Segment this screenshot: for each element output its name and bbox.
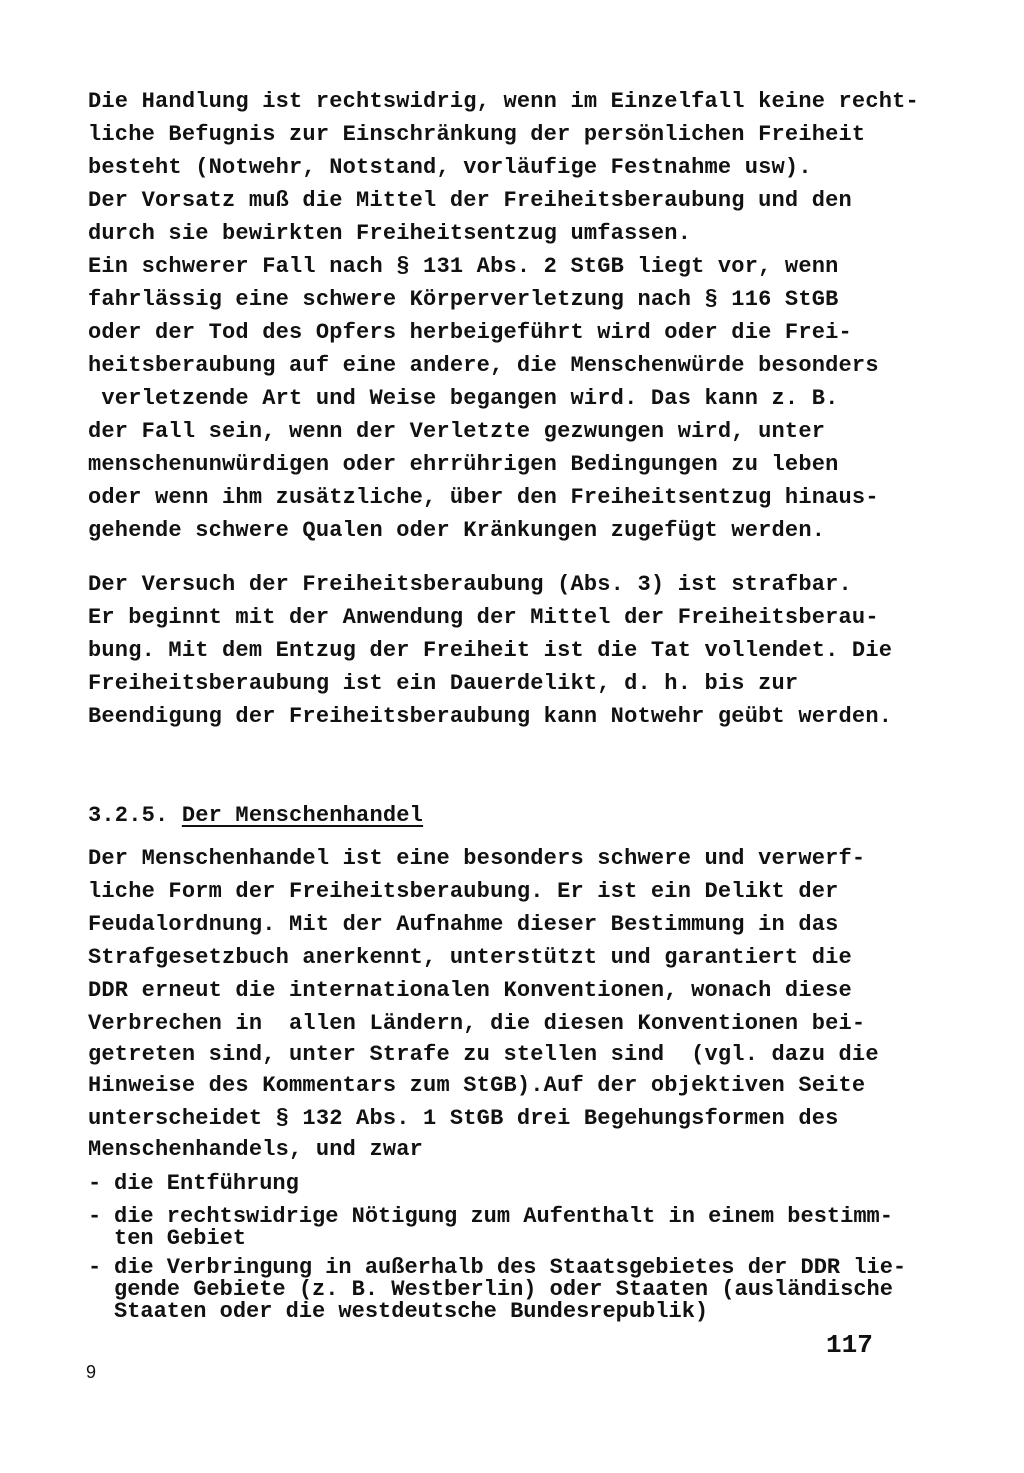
text-line: Feudalordnung. Mit der Aufnahme dieser Bestimmung in das <box>88 912 839 937</box>
text-line: besteht (Notwehr, Notstand, vorläufige Festnahme usw). <box>88 155 812 180</box>
list-dash: - <box>88 1171 102 1196</box>
text-line: DDR erneut die internationalen Konventionen, wonach diese <box>88 978 852 1003</box>
text-line: Die Handlung ist rechtswidrig, wenn im Einzelfall keine recht- <box>88 89 919 114</box>
text-line: gehende schwere Qualen oder Kränkungen zugefügt werden. <box>88 518 826 543</box>
list-item-text: die Entführung <box>114 1171 299 1196</box>
text-line: liche Befugnis zur Einschränkung der persönlichen Freiheit <box>88 122 866 147</box>
text-line: Freiheitsberaubung ist ein Dauerdelikt, d. h. bis zur <box>88 671 799 696</box>
text-line: Menschenhandels, und zwar <box>88 1137 424 1162</box>
text-line: liche Form der Freiheitsberaubung. Er ist ein Delikt der <box>88 879 839 904</box>
text-line: unterscheidet § 132 Abs. 1 StGB drei Begehungsformen des <box>88 1106 839 1131</box>
text-line: Verbrechen in allen Ländern, die diesen Konventionen bei- <box>88 1011 866 1036</box>
text-line: bung. Mit dem Entzug der Freiheit ist die Tat vollendet. Die <box>88 638 893 663</box>
text-line: Der Menschenhandel ist eine besonders schwere und verwerf- <box>88 846 866 871</box>
list-item-continuation: Staaten oder die westdeutsche Bundesrepublik) <box>114 1299 709 1324</box>
text-line: Beendigung der Freiheitsberaubung kann Notwehr geübt werden. <box>88 704 893 729</box>
list-item-text: die Verbringung in außerhalb des Staatsgebietes der DDR lie- <box>114 1255 907 1280</box>
text-line: Der Versuch der Freiheitsberaubung (Abs. 3) ist strafbar. <box>88 572 852 597</box>
section-heading <box>88 802 423 832</box>
text-line: Strafgesetzbuch anerkennt, unterstützt und garantiert die <box>88 945 852 970</box>
text-line: fahrlässig eine schwere Körperverletzung nach § 116 StGB <box>88 287 839 312</box>
list-item-continuation: ten Gebiet <box>114 1226 247 1251</box>
text-line: Er beginnt mit der Anwendung der Mittel der Freiheitsberau- <box>88 605 879 630</box>
text-line: verletzende Art und Weise begangen wird. Das kann z. B. <box>88 386 839 411</box>
list-item <box>88 1172 299 1196</box>
list-dash: - <box>88 1204 102 1229</box>
text-line: durch sie bewirkten Freiheitsentzug umfassen. <box>88 221 692 246</box>
section-number: 3.2.5. <box>88 803 169 828</box>
text-line: menschenunwürdigen oder ehrrührigen Bedingungen zu leben <box>88 452 839 477</box>
text-line: getreten sind, unter Strafe zu stellen sind (vgl. dazu die <box>88 1042 879 1067</box>
page-number: 117 <box>826 1330 873 1360</box>
text-line: Ein schwerer Fall nach § 131 Abs. 2 StGB liegt vor, wenn <box>88 254 839 279</box>
text-line: der Fall sein, wenn der Verletzte gezwungen wird, unter <box>88 419 826 444</box>
footer-mark: 9 <box>86 1362 97 1382</box>
list-item-text: die rechtswidrige Nötigung zum Aufenthalt in einem bestimm- <box>114 1204 893 1229</box>
list-item-continuation: gende Gebiete (z. B. Westberlin) oder Staaten (ausländische <box>114 1277 893 1302</box>
list-dash: - <box>88 1255 102 1280</box>
text-line: Hinweise des Kommentars zum StGB).Auf der objektiven Seite <box>88 1073 866 1098</box>
text-line: Der Vorsatz muß die Mittel der Freiheitsberaubung und den <box>88 188 852 213</box>
text-line: oder wenn ihm zusätzliche, über den Freiheitsentzug hinaus- <box>88 485 879 510</box>
text-line: oder der Tod des Opfers herbeigeführt wird oder die Frei- <box>88 320 852 345</box>
section-title: Der Menschenhandel <box>181 803 424 828</box>
text-line: heitsberaubung auf eine andere, die Menschenwürde besonders <box>88 353 879 378</box>
